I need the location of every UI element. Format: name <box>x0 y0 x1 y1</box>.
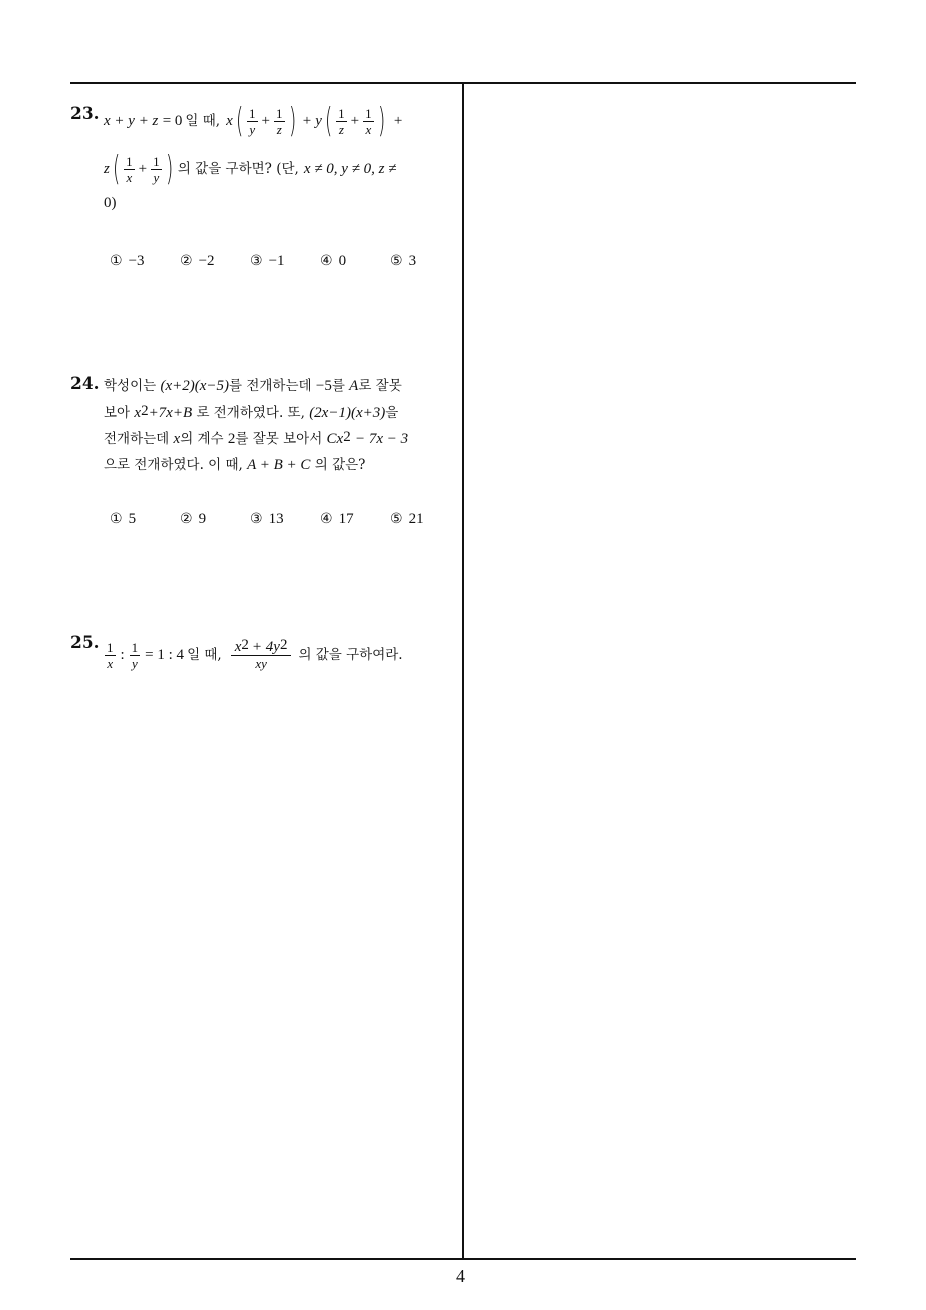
text: 일 때, <box>187 647 222 663</box>
choice-value: 0 <box>338 253 347 269</box>
choice-3[interactable] <box>250 511 320 528</box>
fraction-1-over-y <box>247 106 258 137</box>
fraction-1-over-y <box>151 154 162 185</box>
text: 을 <box>385 405 399 421</box>
numerator-term: + 4y <box>251 638 280 655</box>
choice-mark: ③ <box>250 511 263 527</box>
choice-value: 5 <box>128 511 137 527</box>
paren-open: ( <box>235 101 244 141</box>
fraction-1-over-y <box>130 640 141 671</box>
denominator: y <box>132 655 138 671</box>
text: 를 <box>331 378 345 394</box>
q24-line4 <box>104 455 365 475</box>
denominator: z <box>338 121 344 137</box>
var-x: x <box>226 113 233 129</box>
expression: (2x−1)(x+3) <box>309 405 386 421</box>
numerator: 1 <box>131 639 139 655</box>
fraction-1-over-x <box>105 640 116 671</box>
expression: x <box>134 405 142 421</box>
condition-rhs: = 0 <box>162 113 183 129</box>
choice-2[interactable] <box>180 253 250 270</box>
conditions-end: 0) <box>104 195 117 211</box>
numerator: 1 <box>276 105 283 121</box>
q24-line1 <box>104 376 402 396</box>
text: 를 전개하는데 <box>229 378 312 394</box>
choice-mark: ④ <box>320 253 333 269</box>
denominator: x <box>107 655 114 671</box>
choice-value: 17 <box>338 511 354 527</box>
plus-sign: + <box>261 113 270 129</box>
conditions: x ≠ 0, y ≠ 0, z ≠ <box>303 161 397 177</box>
paren-open: ( <box>112 149 121 189</box>
text: 의 값은? <box>314 457 366 473</box>
choice-value: 3 <box>408 253 417 269</box>
choice-mark: ③ <box>250 253 263 269</box>
text: 를 잘못 보아서 <box>235 431 323 447</box>
choice-value: 21 <box>408 511 424 527</box>
q24-choices <box>110 511 460 528</box>
q23-line3 <box>104 193 117 213</box>
exponent: 2 <box>279 636 288 653</box>
choice-mark: ① <box>110 253 123 269</box>
denominator: xy <box>255 655 267 671</box>
choice-value: −2 <box>198 253 215 269</box>
expression: Cx <box>326 431 344 447</box>
numerator: 1 <box>126 153 133 169</box>
expression: A + B + C <box>247 457 311 473</box>
exponent: 2 <box>343 429 351 445</box>
q23-line2 <box>104 148 396 190</box>
var-y: y <box>315 113 322 129</box>
q25-line1 <box>104 634 403 676</box>
expression: − 7x − 3 <box>355 431 409 447</box>
paren-close: ) <box>288 101 296 141</box>
denominator: y <box>249 121 256 137</box>
text: 의 값을 구하여라. <box>298 647 403 663</box>
text: 로 전개하였다. 또, <box>196 405 305 421</box>
text: 으로 전개하였다. 이 때, <box>104 457 243 473</box>
choice-3[interactable] <box>250 253 320 270</box>
column-divider <box>462 82 464 1259</box>
q24-line3 <box>104 429 408 449</box>
choice-2[interactable] <box>180 511 250 528</box>
choice-mark: ② <box>180 253 193 269</box>
var-x: x <box>173 431 181 447</box>
numerator: 1 <box>153 153 160 169</box>
value: 2 <box>227 431 236 447</box>
choice-5[interactable] <box>390 253 460 270</box>
page-number: 4 <box>456 1266 465 1286</box>
choice-mark: ① <box>110 511 123 527</box>
denominator: x <box>365 121 372 137</box>
text: 전개하는데 <box>104 431 170 447</box>
exponent: 2 <box>141 403 149 419</box>
choice-1[interactable] <box>110 253 180 270</box>
ratio: = 1 : 4 <box>145 647 185 663</box>
numerator: 1 <box>249 105 256 121</box>
fraction-1-over-z <box>336 106 347 137</box>
numerator: 1 <box>338 105 345 121</box>
condition-word: 일 때, <box>185 113 221 129</box>
plus-sign: + <box>138 161 148 177</box>
question-number: 25. <box>70 633 100 653</box>
exponent: 2 <box>241 636 249 653</box>
choice-value: −1 <box>268 253 285 269</box>
paren-close: ) <box>377 101 385 141</box>
expression: +7x+B <box>148 405 193 421</box>
choice-mark: ⑤ <box>390 511 403 527</box>
choice-value: −3 <box>128 253 145 269</box>
numerator: 1 <box>365 105 372 121</box>
plus-sign: + <box>302 113 312 129</box>
q24-line2 <box>104 403 398 423</box>
choice-mark: ⑤ <box>390 253 403 269</box>
question-number: 23. <box>70 104 100 124</box>
value: −5 <box>315 378 332 394</box>
denominator: z <box>276 121 282 137</box>
fraction-expression <box>231 636 292 671</box>
text: 의 계수 <box>180 431 224 447</box>
fraction-1-over-z <box>274 106 285 137</box>
choice-4[interactable] <box>320 253 390 270</box>
choice-value: 9 <box>198 511 207 527</box>
paren-open: ( <box>324 101 333 141</box>
plus-sign: + <box>350 113 360 129</box>
q23-choices <box>110 253 460 270</box>
question-text: 의 값을 구하면? (단, <box>177 161 299 177</box>
denominator: y <box>153 169 160 185</box>
question-number: 24. <box>70 374 100 394</box>
choice-mark: ④ <box>320 511 333 527</box>
denominator: x <box>126 169 133 185</box>
choice-value: 13 <box>268 511 284 527</box>
choice-5[interactable] <box>390 511 460 528</box>
var-a: A <box>349 378 359 394</box>
numerator-term: x <box>234 638 242 655</box>
choice-mark: ② <box>180 511 193 527</box>
choice-4[interactable] <box>320 511 390 528</box>
text: 보아 <box>104 405 131 421</box>
fraction-1-over-x <box>124 154 135 185</box>
text: 학성이는 <box>104 378 157 394</box>
text: 로 잘못 <box>358 378 402 394</box>
colon: : <box>120 647 125 663</box>
expression: (x+2)(x−5) <box>160 378 230 394</box>
plus-sign: + <box>393 113 403 129</box>
numerator: 1 <box>107 639 114 655</box>
paren-close: ) <box>165 149 173 189</box>
condition-lhs: x + y + z <box>104 113 159 129</box>
var-z: z <box>104 161 110 177</box>
q23-line1 <box>104 100 402 142</box>
choice-1[interactable] <box>110 511 180 528</box>
fraction-1-over-x <box>363 106 374 137</box>
